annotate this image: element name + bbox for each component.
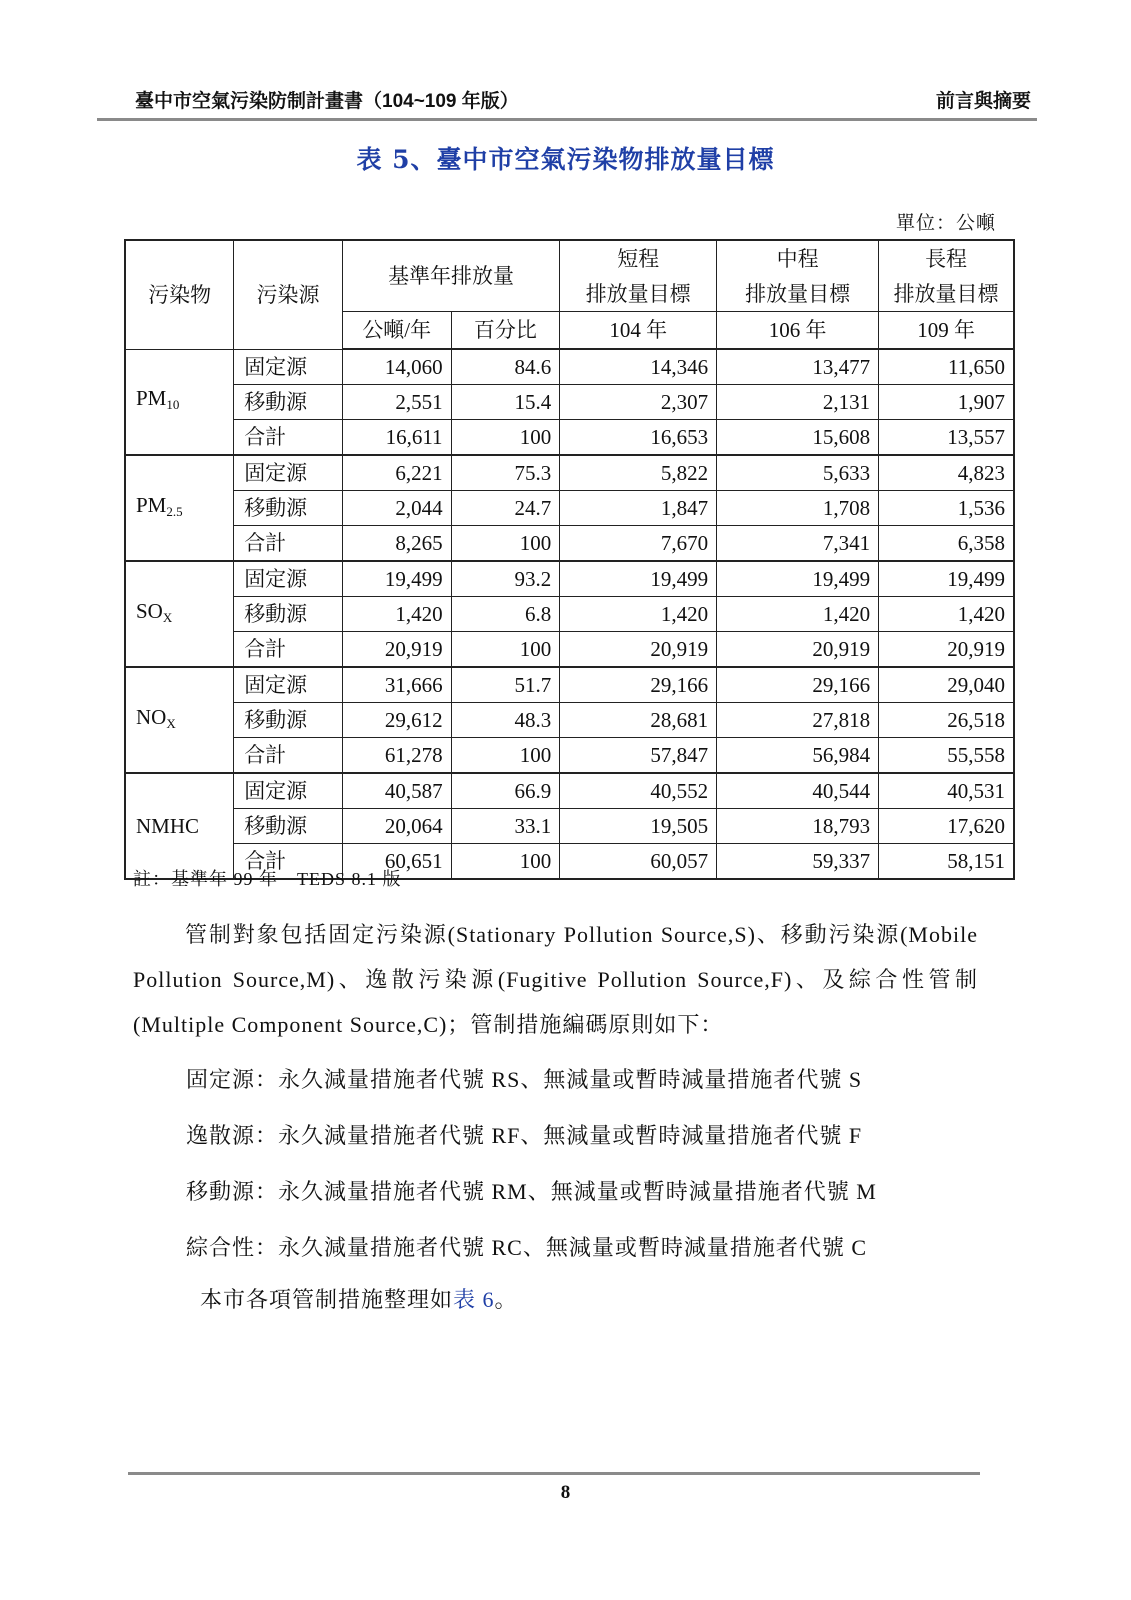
intro-paragraph: 管制對象包括固定污染源(Stationary Pollution Source,S)、移動污染源(Mobile Pollution Source,M)、逸散污染源(Fugitive Pollution Source,F)、及綜合性管制(Multiple Component Source,C)；管制措施編碼原則如下：: [133, 922, 978, 1037]
pollutant-cell: [125, 349, 234, 455]
target-104-cell: 1,420: [560, 597, 717, 632]
target-106-cell: 15,608: [717, 420, 879, 456]
source-cell: 固定源: [234, 773, 343, 809]
source-cell: 合計: [234, 844, 343, 880]
target-109-cell: 17,620: [879, 809, 1014, 844]
header-baseline: 基準年排放量: [342, 240, 559, 312]
target-106-cell: 1,420: [717, 597, 879, 632]
table-note: 註：基準年 99 年 TEDS 8.1 版: [133, 869, 402, 889]
target-106-cell: 7,341: [717, 526, 879, 562]
target-104-cell: 2,307: [560, 385, 717, 420]
section-title: 前言與摘要: [935, 91, 1031, 112]
baseline-pct-cell: 66.9: [451, 773, 560, 809]
baseline-pct-cell: 84.6: [451, 349, 560, 385]
table-row: [125, 561, 1014, 597]
source-cell: 固定源: [234, 561, 343, 597]
pollutant-name: PM: [136, 386, 167, 411]
page-header: [97, 84, 1037, 121]
table-row: [125, 420, 1014, 456]
target-109-cell: 13,557: [879, 420, 1014, 456]
closing-prefix: 本市各項管制措施整理如: [200, 1287, 454, 1312]
closing-suffix: 。: [494, 1287, 518, 1312]
table-row: [125, 455, 1014, 491]
table-row: [125, 385, 1014, 420]
baseline-pct-cell: 51.7: [451, 667, 560, 703]
baseline-tons-cell: 31,666: [342, 667, 451, 703]
target-106-cell: 29,166: [717, 667, 879, 703]
source-cell: 合計: [234, 632, 343, 668]
target-109-cell: 40,531: [879, 773, 1014, 809]
target-106-cell: 59,337: [717, 844, 879, 880]
baseline-pct-cell: 100: [451, 844, 560, 880]
target-106-cell: 5,633: [717, 455, 879, 491]
baseline-tons-cell: 16,611: [342, 420, 451, 456]
table-row: [125, 349, 1014, 385]
target-104-cell: 1,847: [560, 491, 717, 526]
baseline-pct-cell: 6.8: [451, 597, 560, 632]
rule-stationary: 固定源：永久減量措施者代號 RS、無減量或暫時減量措施者代號 S: [186, 1067, 863, 1092]
baseline-pct-cell: 24.7: [451, 491, 560, 526]
source-cell: 合計: [234, 526, 343, 562]
page-number: 8: [560, 1482, 571, 1503]
baseline-tons-cell: 2,044: [342, 491, 451, 526]
pollutant-name: SO: [136, 598, 163, 623]
target-104-cell: 5,822: [560, 455, 717, 491]
pollutant-name: NMHC: [136, 814, 200, 838]
target-106-cell: 40,544: [717, 773, 879, 809]
target-109-cell: 19,499: [879, 561, 1014, 597]
source-cell: 固定源: [234, 667, 343, 703]
baseline-tons-cell: 60,651: [342, 844, 451, 880]
source-cell: 固定源: [234, 349, 343, 385]
baseline-tons-cell: 1,420: [342, 597, 451, 632]
source-cell: 移動源: [234, 597, 343, 632]
pollutant-cell: [125, 455, 234, 561]
target-104-cell: 57,847: [560, 738, 717, 774]
footer-divider: [128, 1472, 980, 1475]
source-cell: 合計: [234, 420, 343, 456]
table-6-link[interactable]: 表 6: [453, 1287, 495, 1312]
table-row: [125, 773, 1014, 809]
header-long-term: 長程: [879, 240, 1014, 277]
pollutant-name: PM: [136, 492, 167, 517]
baseline-pct-cell: 48.3: [451, 703, 560, 738]
target-104-cell: 19,499: [560, 561, 717, 597]
header-short-term: 短程: [560, 240, 717, 277]
header-mid-term-target: 排放量目標: [717, 277, 879, 312]
target-106-cell: 20,919: [717, 632, 879, 668]
target-104-cell: 20,919: [560, 632, 717, 668]
baseline-tons-cell: 20,064: [342, 809, 451, 844]
target-106-cell: 13,477: [717, 349, 879, 385]
header-source: 污染源: [234, 240, 343, 349]
target-109-cell: 1,420: [879, 597, 1014, 632]
closing-sentence: [200, 1283, 518, 1314]
target-109-cell: 58,151: [879, 844, 1014, 880]
source-cell: 固定源: [234, 455, 343, 491]
table-caption: 表 5、臺中市空氣污染物排放量目標: [356, 145, 775, 174]
source-cell: 移動源: [234, 703, 343, 738]
target-106-cell: 1,708: [717, 491, 879, 526]
target-109-cell: 11,650: [879, 349, 1014, 385]
baseline-tons-cell: 6,221: [342, 455, 451, 491]
target-104-cell: 16,653: [560, 420, 717, 456]
header-pollutant: 污染物: [125, 240, 234, 349]
target-106-cell: 27,818: [717, 703, 879, 738]
baseline-pct-cell: 100: [451, 526, 560, 562]
target-109-cell: 1,536: [879, 491, 1014, 526]
target-109-cell: 6,358: [879, 526, 1014, 562]
baseline-pct-cell: 15.4: [451, 385, 560, 420]
baseline-tons-cell: 8,265: [342, 526, 451, 562]
pollutant-subscript: X: [166, 715, 176, 731]
document-title: 臺中市空氣污染防制計畫書（104~109 年版）: [135, 91, 519, 112]
pollutant-cell: [125, 561, 234, 667]
pollutant-subscript: X: [162, 609, 173, 625]
baseline-pct-cell: 100: [451, 420, 560, 456]
emission-targets-table: [124, 239, 1015, 880]
header-baseline-pct: 百分比: [451, 312, 560, 350]
target-109-cell: 1,907: [879, 385, 1014, 420]
target-109-cell: 4,823: [879, 455, 1014, 491]
table-row: [125, 667, 1014, 703]
header-mid-term: 中程: [717, 240, 879, 277]
pollutant-subscript: 10: [166, 397, 180, 413]
rule-mobile: 移動源：永久減量措施者代號 RM、無減量或暫時減量措施者代號 M: [186, 1179, 877, 1204]
target-106-cell: 2,131: [717, 385, 879, 420]
baseline-pct-cell: 100: [451, 632, 560, 668]
source-cell: 合計: [234, 738, 343, 774]
target-106-cell: 18,793: [717, 809, 879, 844]
target-106-cell: 56,984: [717, 738, 879, 774]
table-unit: 單位：公噸: [895, 213, 996, 234]
pollutant-cell: [125, 773, 234, 879]
baseline-tons-cell: 29,612: [342, 703, 451, 738]
baseline-tons-cell: 2,551: [342, 385, 451, 420]
baseline-tons-cell: 14,060: [342, 349, 451, 385]
header-baseline-tons: 公噸/年: [342, 312, 451, 350]
target-109-cell: 20,919: [879, 632, 1014, 668]
table-row: [125, 526, 1014, 562]
baseline-tons-cell: 40,587: [342, 773, 451, 809]
header-year-104: 104 年: [560, 312, 717, 350]
baseline-tons-cell: 19,499: [342, 561, 451, 597]
rule-fugitive: 逸散源：永久減量措施者代號 RF、無減量或暫時減量措施者代號 F: [186, 1123, 863, 1148]
header-short-term-target: 排放量目標: [560, 277, 717, 312]
pollutant-cell: [125, 667, 234, 773]
baseline-tons-cell: 20,919: [342, 632, 451, 668]
pollutant-name: NO: [136, 704, 167, 729]
target-104-cell: 28,681: [560, 703, 717, 738]
table-row: [125, 632, 1014, 668]
header-year-106: 106 年: [717, 312, 879, 350]
baseline-pct-cell: 75.3: [451, 455, 560, 491]
table-row: [125, 703, 1014, 738]
baseline-pct-cell: 100: [451, 738, 560, 774]
target-104-cell: 14,346: [560, 349, 717, 385]
table-row: [125, 491, 1014, 526]
target-109-cell: 26,518: [879, 703, 1014, 738]
target-104-cell: 40,552: [560, 773, 717, 809]
target-104-cell: 19,505: [560, 809, 717, 844]
source-cell: 移動源: [234, 809, 343, 844]
baseline-pct-cell: 93.2: [451, 561, 560, 597]
table-row: [125, 809, 1014, 844]
rule-multiple: 綜合性：永久減量措施者代號 RC、無減量或暫時減量措施者代號 C: [186, 1235, 868, 1260]
source-cell: 移動源: [234, 385, 343, 420]
target-104-cell: 7,670: [560, 526, 717, 562]
table-row: [125, 738, 1014, 774]
baseline-tons-cell: 61,278: [342, 738, 451, 774]
target-109-cell: 55,558: [879, 738, 1014, 774]
target-109-cell: 29,040: [879, 667, 1014, 703]
header-long-term-target: 排放量目標: [879, 277, 1014, 312]
target-106-cell: 19,499: [717, 561, 879, 597]
baseline-pct-cell: 33.1: [451, 809, 560, 844]
table-row: [125, 597, 1014, 632]
header-year-109: 109 年: [879, 312, 1014, 350]
target-104-cell: 29,166: [560, 667, 717, 703]
target-104-cell: 60,057: [560, 844, 717, 880]
source-cell: 移動源: [234, 491, 343, 526]
pollutant-subscript: 2.5: [166, 503, 183, 519]
